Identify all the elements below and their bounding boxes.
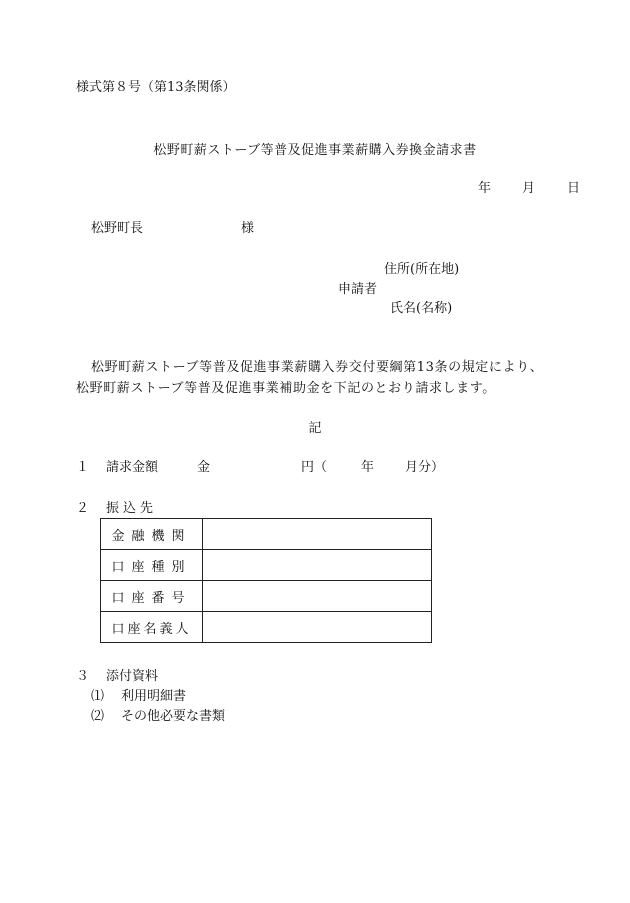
section-3-label: 添付資料 — [106, 669, 159, 684]
bank-name-field[interactable] — [203, 519, 432, 550]
section-3-number: ３ — [76, 669, 90, 684]
attachment-2-text: その他必要な書類 — [121, 709, 226, 724]
attachment-1-text: 利用明細書 — [121, 689, 187, 704]
section-1-number: １ — [76, 460, 90, 475]
addressee-name: 松野町長 — [91, 221, 144, 236]
name-label: 氏名(名称) — [390, 301, 453, 316]
table-row — [101, 519, 432, 550]
amount-kin-label: 金 — [197, 460, 211, 475]
section-2-number: ２ — [76, 501, 90, 516]
document-title: 松野町薪ストーブ等普及促進事業薪購入券換金請求書 — [153, 143, 477, 158]
amount-month-label: 月分） — [405, 460, 445, 475]
applicant-label: 申請者 — [338, 282, 378, 297]
date-day-label: 日 — [567, 181, 581, 196]
body-text-line-1: 松野町薪ストーブ等普及促進事業薪購入券交付要綱第13条の規定により、 — [91, 360, 544, 375]
date-month-label: 月 — [522, 181, 536, 196]
form-number: 様式第８号（第13条関係） — [76, 80, 236, 95]
bank-name-label: 金融機関 — [101, 519, 203, 550]
section-2-label: 振込先 — [106, 501, 158, 516]
account-holder-label: 口座名義人 — [101, 612, 203, 643]
section-1-label: 請求金額 — [106, 460, 159, 475]
attachment-1-number: ⑴ — [91, 689, 105, 704]
body-text-line-2: 松野町薪ストーブ等普及促進事業補助金を下記のとおり請求します。 — [76, 381, 496, 396]
account-number-field[interactable] — [203, 581, 432, 612]
bank-transfer-table — [100, 518, 432, 643]
address-label: 住所(所在地) — [384, 262, 460, 277]
table-row — [101, 550, 432, 581]
amount-yen-label: 円（ — [301, 460, 328, 475]
account-holder-field[interactable] — [203, 612, 432, 643]
table-row — [101, 581, 432, 612]
attachment-2-number: ⑵ — [91, 709, 105, 724]
ki-heading: 記 — [308, 421, 322, 436]
amount-year-label: 年 — [361, 460, 375, 475]
account-type-field[interactable] — [203, 550, 432, 581]
account-type-label: 口座種別 — [101, 550, 203, 581]
date-year-label: 年 — [478, 181, 492, 196]
account-number-label: 口座番号 — [101, 581, 203, 612]
addressee-honorific: 様 — [241, 221, 255, 236]
table-row — [101, 612, 432, 643]
